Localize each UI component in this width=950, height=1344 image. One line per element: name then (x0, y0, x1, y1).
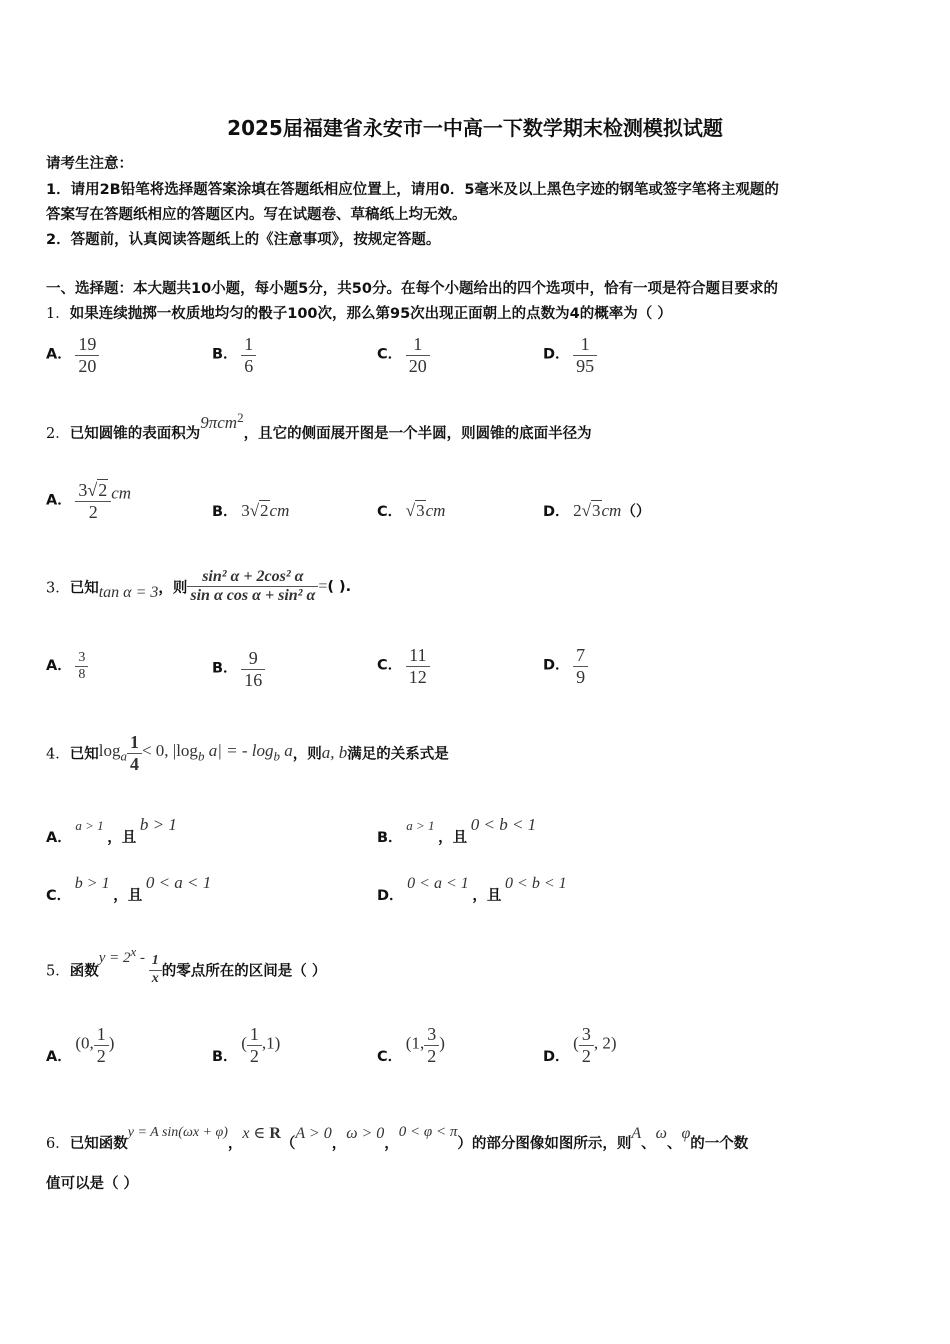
math-expression: a > 1 (75, 818, 104, 833)
option-label: B． (212, 660, 238, 677)
q4-option-b[interactable] (377, 814, 537, 846)
conjunction: ，且 (472, 888, 502, 904)
punctuation: ， (331, 1136, 347, 1152)
question-number: 4． (46, 746, 70, 763)
option-label: C． (377, 346, 403, 363)
option-label: C． (377, 504, 403, 520)
punctuation: 、 (666, 1136, 682, 1152)
option-label: A． (46, 657, 72, 674)
option-label: D． (543, 1048, 570, 1065)
fraction: $\frac{1}{6}$ (241, 334, 256, 376)
fraction: $\frac{1}{20}$ (406, 334, 430, 376)
fraction: $\frac{11}{12}$ (406, 645, 430, 687)
math-expression: 0 < b < 1 (505, 875, 567, 892)
math-expression: A > 0 (295, 1125, 332, 1142)
math-expression: y = A sin(ωx + φ) (127, 1125, 228, 1140)
math-equals: = (318, 577, 328, 595)
q3-option-b[interactable] (212, 648, 265, 690)
conjunction: ，且 (438, 830, 468, 846)
option-label: B． (377, 830, 403, 846)
math-expression: 9πcm (200, 412, 238, 432)
interval-right: , 2) (593, 1033, 617, 1053)
math-expression: $\log_a$ (98, 741, 127, 764)
question-6 (46, 1112, 748, 1164)
math-expression: $y = 2^x$ - (98, 944, 149, 966)
q2-option-a[interactable] (46, 480, 131, 522)
interval-right: ) (439, 1033, 445, 1053)
q4-option-c[interactable] (46, 872, 212, 904)
math-expression: 0 < a < 1 (145, 873, 212, 892)
math-expression: b > 1 (74, 875, 110, 892)
math-variable: ω (655, 1125, 667, 1142)
question-text: ，且它的侧面展开图是一个半圆，则圆锥的底面半径为 (243, 425, 592, 442)
question-2 (46, 410, 592, 443)
q2-option-d[interactable] (543, 500, 650, 521)
math-expression: a > 1 (406, 818, 435, 833)
math-expression: b > 1 (139, 815, 177, 834)
math-expression: 2√3cm (573, 501, 622, 520)
question-number: 3． (46, 580, 70, 597)
q4-option-d[interactable] (377, 872, 567, 904)
fraction: $\frac{1}{2}$ (247, 1024, 262, 1066)
option-label: D． (543, 504, 570, 520)
question-text: 的一个数 (690, 1136, 749, 1152)
question-3 (46, 568, 351, 606)
option-label: B． (212, 346, 238, 363)
question-5 (46, 944, 326, 987)
question-text: 函数 (69, 963, 99, 980)
question-text: 已知 (69, 746, 99, 763)
question-number: 2． (46, 425, 70, 442)
q2-option-b[interactable] (212, 500, 289, 521)
question-text: 如果连续抛掷一枚质地均匀的骰子100次，那么第95次出现正面朝上的点数为4的概率为（ ） (69, 306, 672, 322)
fraction: $\frac{3}{2}$ (424, 1024, 439, 1066)
question-text: ，则 (158, 580, 188, 597)
math-expression: √3cm (405, 501, 446, 520)
math-expression: < 0, $|\log_b$ a| = - $\log_b a$ (141, 741, 293, 764)
math-superscript: 2 (237, 410, 244, 425)
interval-left: ( (241, 1033, 247, 1053)
q1-option-c[interactable] (377, 334, 430, 376)
fraction: $\frac{1}{x}$ (149, 953, 162, 986)
option-label: B． (212, 504, 238, 520)
question-number: 5． (46, 963, 70, 980)
q3-option-c[interactable] (377, 645, 430, 687)
question-text: 满足的关系式是 (347, 746, 449, 763)
math-variables: a, b (321, 743, 348, 763)
fraction: $\frac{1}{2}$ (94, 1024, 109, 1066)
q3-option-a[interactable] (46, 650, 88, 683)
question-number: 6． (46, 1136, 70, 1152)
option-label: D． (543, 657, 570, 674)
interval-left: (1, (405, 1033, 425, 1053)
q2-option-c[interactable] (377, 500, 445, 521)
math-expression: 0 < φ < π (398, 1124, 458, 1140)
fraction: $\frac{\text{sin² α + 2cos² α}}{\text{sin α cos α + sin² α}}$ (187, 568, 318, 606)
option-label: C． (377, 657, 403, 674)
q1-option-b[interactable] (212, 334, 256, 376)
option-label: A． (46, 830, 72, 846)
option-label: C． (46, 888, 72, 904)
notice-item-2: 2．答题前，认真阅读答题纸上的《注意事项》，按规定答题。 (46, 232, 441, 248)
conjunction: ，且 (113, 888, 143, 904)
question-text: ）的部分图像如图所示，则 (457, 1136, 632, 1152)
section-heading: 一、选择题：本大题共10小题，每小题5分，共50分。在每个小题给出的四个选项中，恰有一项是符合题目要求的 (46, 281, 778, 297)
q5-option-a[interactable] (46, 1024, 114, 1066)
interval-right: ,1) (261, 1033, 281, 1053)
notice-heading: 请考生注意： (46, 156, 133, 172)
math-expression: 0 < a < 1 (407, 875, 469, 892)
math-variable: φ (681, 1125, 691, 1142)
punctuation: 、 (641, 1136, 656, 1152)
question-text: ( ). (327, 578, 352, 595)
q1-option-a[interactable] (46, 334, 99, 376)
question-text: 已知函数 (69, 1136, 128, 1152)
q5-option-d[interactable] (543, 1024, 617, 1066)
option-label: A． (46, 492, 72, 509)
question-6-continuation: 值可以是（ ） (46, 1176, 139, 1192)
fraction: $\frac{3}{2}$ (579, 1024, 594, 1066)
punctuation: （ (280, 1136, 296, 1152)
conjunction: ，且 (107, 830, 137, 846)
option-label: C． (377, 1048, 403, 1065)
math-expression: 3√2cm (241, 501, 290, 520)
question-number: 1． (46, 306, 70, 322)
page-title: 2025届福建省永安市一中高一下数学期末检测模拟试题 (227, 116, 723, 140)
question-1 (46, 302, 672, 323)
unit: cm (111, 483, 132, 503)
option-label: D． (543, 346, 570, 363)
punctuation: ， (227, 1136, 243, 1152)
fraction: $\frac{9}{16}$ (241, 648, 265, 690)
q4-option-a[interactable] (46, 814, 177, 846)
notice-item-1-line-2: 答案写在答题纸相应的答题区内。写在试题卷、草稿纸上均无效。 (46, 207, 467, 223)
question-text: 已知圆锥的表面积为 (69, 425, 201, 442)
fraction: $\frac{1}{4}$ (127, 732, 142, 774)
math-expression: tan α = 3 (98, 583, 159, 601)
math-variable: A (631, 1125, 642, 1142)
math-expression: 0 < b < 1 (470, 815, 537, 834)
notice-item-1-line-1: 1．请用2B铅笔将选择题答案涂填在答题纸相应位置上，请用0．5毫米及以上黑色字迹的钢笔或签字笔将主观题的 (46, 182, 779, 198)
q1-option-d[interactable] (543, 334, 597, 376)
question-text: 已知 (69, 580, 99, 597)
interval-left: (0, (75, 1033, 94, 1053)
fraction: $\frac{3√2}{2}$ (75, 480, 111, 522)
q5-option-b[interactable] (212, 1024, 280, 1066)
fraction: $\frac{7}{9}$ (573, 645, 588, 687)
option-label: A． (46, 1048, 72, 1065)
question-4 (46, 732, 449, 774)
option-label: D． (377, 888, 404, 904)
fraction: $\frac{3}{8}$ (75, 650, 88, 683)
math-expression: ω > 0 (346, 1125, 385, 1142)
q5-option-c[interactable] (377, 1024, 445, 1066)
option-label: B． (212, 1048, 238, 1065)
q3-option-d[interactable] (543, 645, 588, 687)
interval-right: ) (108, 1033, 115, 1053)
fraction: $\frac{1}{95}$ (573, 334, 597, 376)
answer-blank: （） (621, 504, 651, 520)
punctuation: ， (384, 1136, 399, 1152)
fraction: $\frac{19}{20}$ (75, 334, 99, 376)
question-text: ，则 (292, 746, 322, 763)
option-label: A． (46, 346, 72, 363)
math-expression: x ∈ R (242, 1125, 281, 1142)
question-text: 的零点所在的区间是（ ） (161, 963, 327, 980)
interval-left: ( (573, 1033, 579, 1053)
